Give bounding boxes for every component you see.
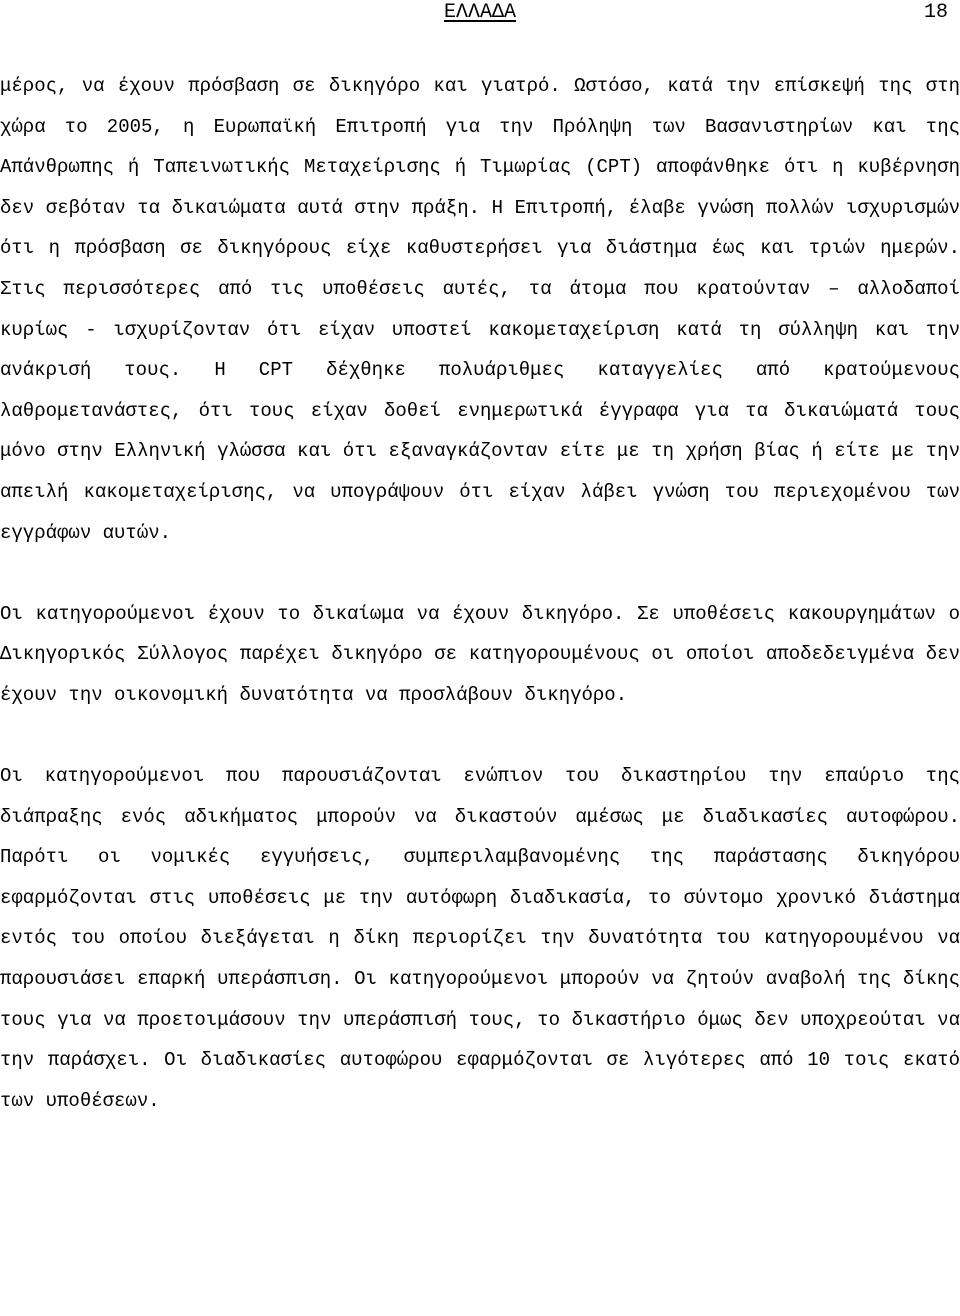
paragraph-right-to-counsel: Οι κατηγορούμενοι έχουν το δικαίωμα να έχουν δικηγόρο. Σε υποθέσεις κακουργημάτων ο Δικηγορικός Σύλλογος παρέχει δικηγόρο σε κατηγορουμένους οι οποίοι αποδεδειγμένα δεν έχουν την οικονομική δυνατότητα να προσλάβουν δικηγόρο. (0, 602, 960, 706)
page-header-title: ΕΛΛΑΔΑ (443, 1, 516, 24)
paragraph-flagrante-procedure: Οι κατηγορούμενοι που παρουσιάζονται ενώπιον του δικαστηρίου την επαύριο της διάπραξης ενός αδικήματος μπορούν να δικαστούν αμέσως με διαδικασίες αυτοφώρου. Παρότι οι νομικές εγγυήσεις, συμπεριλαμβανομένης της παράστασης δικηγόρου εφαρμόζονται στις υποθέσεις με την αυτόφωρη διαδικασία, το σύντομο χρονικό διάστημα εντός του οποίου διεξάγεται η δίκη περιορίζει την δυνατότητα του κατηγορουμένου να παρουσιάσει επαρκή υπεράσπιση. Οι κατηγορούμενοι μπορούν να ζητούν αναβολή της δίκης τους για να προετοιμάσουν την υπεράσπισή τους, το δικαστήριο όμως δεν υποχρεούται να την παράσχει. Οι διαδικασίες αυτοφώρου εφαρμόζονται σε λιγότερες από 10 τοις εκατό των υποθέσεων. (0, 765, 960, 1112)
document-body (0, 66, 960, 1121)
paragraph-access-to-lawyer: μέρος, να έχουν πρόσβαση σε δικηγόρο και γιατρό. Ωστόσο, κατά την επίσκεψή της στη χώρα το 2005, η Ευρωπαϊκή Επιτροπή για την Πρόληψη των Βασανιστηρίων και της Απάνθρωπης ή Ταπεινωτικής Μεταχείρισης ή Τιμωρίας (CPT) αποφάνθηκε ότι η κυβέρνηση δεν σεβόταν τα δικαιώματα αυτά στην πράξη. Η Επιτροπή, έλαβε γνώση πολλών ισχυρισμών ότι η πρόσβαση σε δικηγόρους είχε καθυστερήσει για διάστημα έως και τριών ημερών. Στις περισσότερες από τις υποθέσεις αυτές, τα άτομα που κρατούνταν – αλλοδαποί κυρίως - ισχυρίζονταν ότι είχαν υποστεί κακομεταχείριση κατά τη σύλληψη και την ανάκρισή τους. Η CPT δέχθηκε πολυάριθμες καταγγελίες από κρατούμενους λαθρομετανάστες, ότι τους είχαν δοθεί ενημερωτικά έγγραφα για τα δικαιώματά τους μόνο στην Ελληνική γλώσσα και ότι εξαναγκάζονταν είτε με τη χρήση βίας ή είτε με την απειλή κακομεταχείρισης, να υπογράψουν ότι είχαν λάβει γνώση του περιεχομένου των εγγράφων αυτών. (0, 75, 960, 544)
page-number: 18 (923, 1, 948, 24)
